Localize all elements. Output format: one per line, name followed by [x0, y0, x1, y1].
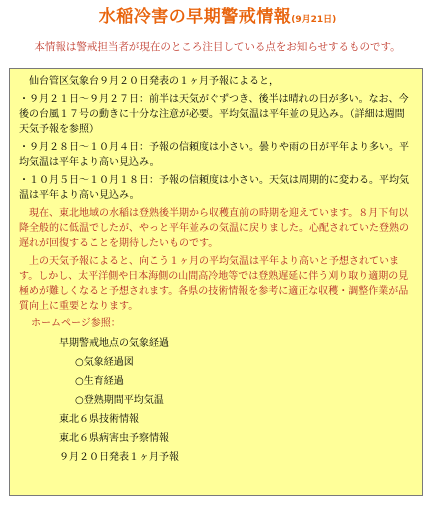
link-item-growth: [19, 375, 414, 389]
link-ripening-temperature[interactable]: ○登熟期間平均気温: [75, 395, 164, 406]
forecast-period-2: ・９月２８日～１０月４日：予報の信頼度は小さい。曇りや雨の日が平年より多い。平均気温は平年より高い見込み。: [19, 142, 409, 168]
analysis-paragraph-2: 上の天気予報によると、向こう１ヶ月の平均気温は平年より高いと予想されています。しかし、太平洋側や日本海側の山間高冷地等では登熟遅延に伴う刈り取り適期の見極めが難しくなると予想されます。各県の技術情報を参考に適正な収穫・調整作業が品質向上に重要となります。: [19, 256, 409, 312]
link-tech-info[interactable]: 東北６県技術情報: [59, 414, 139, 425]
link-monthly-forecast[interactable]: ９月２０日発表１ヶ月予報: [59, 452, 179, 463]
link-item-pest-forecast: [19, 432, 414, 446]
links-heading: ホームページ参照：: [31, 318, 121, 329]
link-item-monthly-forecast: [19, 451, 414, 465]
analysis-paragraph-1: 現在、東北地域の水稲は登熟後半期から収穫直前の時期を迎えています。８月下旬以降全般的に低温でしたが、やっと平年並みの気温に戻りました。心配されていた登熟の遅れが回復することを期待したいものです。: [19, 208, 409, 249]
title-date: (9月21日): [291, 15, 337, 25]
link-group-label[interactable]: 早期警戒地点の気象経過: [59, 338, 169, 349]
reference-links: [19, 317, 414, 465]
link-pest-forecast[interactable]: 東北６県病害虫予察情報: [59, 433, 169, 444]
info-panel: [9, 68, 423, 496]
forecast-intro: 仙台管区気象台９月２０日発表の１ヶ月予報によると，: [29, 76, 279, 87]
title-text: 水稲冷害の早期警戒情報: [98, 7, 292, 27]
link-item-weather-chart: [19, 356, 414, 370]
forecast-period-1: ・９月２１日～９月２７日：前半は天気がぐずつき、後半は晴れの日が多い。なお、今後の台風１７号の動きに十分な注意が必要。平均気温は平年並の見込み。（詳細は週間天気予報を参照）: [19, 94, 409, 135]
link-group-weather-points: [19, 337, 414, 351]
link-growth-progress[interactable]: ○生育経過: [75, 376, 124, 387]
forecast-period-3: ・１０月５日～１０月１８日：予報の信頼度は小さい。天気は周期的に変わる。平均気温は平年より高い見込み。: [19, 175, 409, 201]
page-title: [0, 6, 435, 31]
notice-text: 本情報は警戒担当者が現在のところ注目している点をお知らせするものです。: [34, 41, 401, 53]
link-item-tech-info: [19, 413, 414, 427]
link-item-ripening-temp: [19, 394, 414, 408]
link-weather-chart[interactable]: ○気象経過図: [75, 357, 134, 368]
